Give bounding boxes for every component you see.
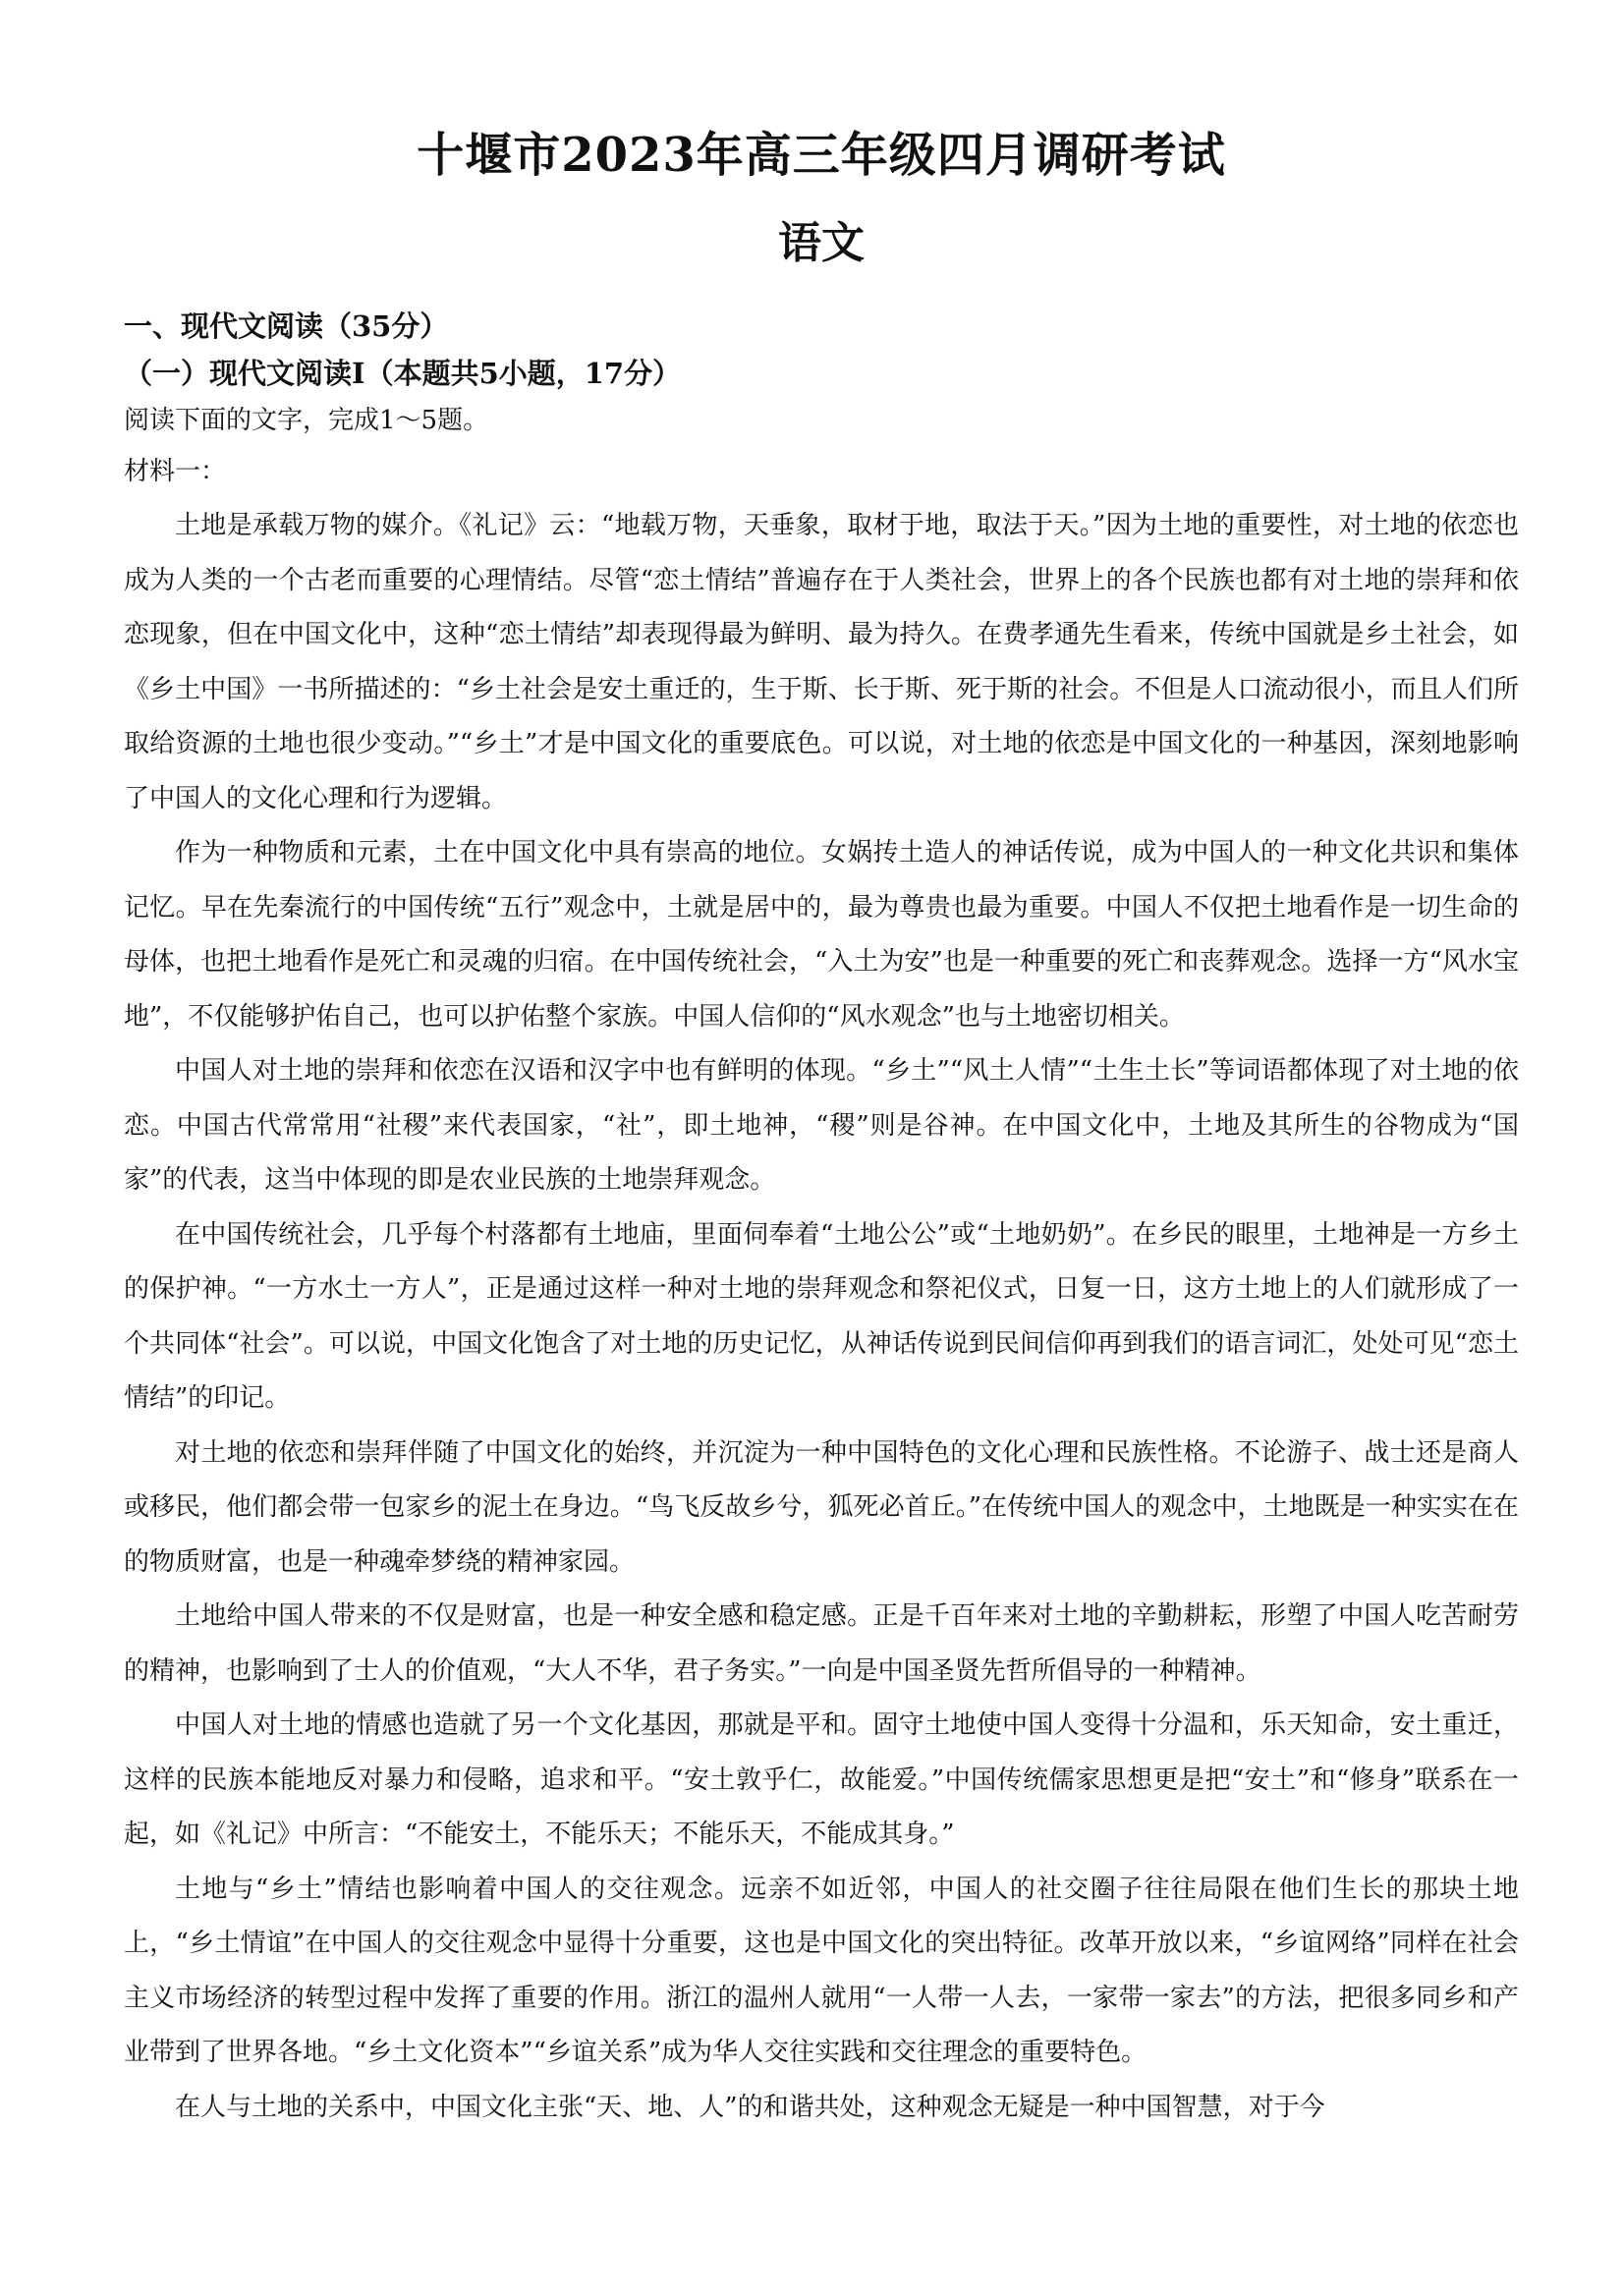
exam-page bbox=[124, 116, 1519, 2135]
paragraph: 土地是承载万物的媒介。《礼记》云：“地载万物，天垂象，取材于地，取法于天。”因为土地的重要性，对土地的依恋也成为人类的一个古老而重要的心理情结。尽管“恋土情结”普遍存在于人类社会，世界上的各个民族也都有对土地的崇拜和依恋现象，但在中国文化中，这种“恋土情结”却表现得最为鲜明、最为持久。在费孝通先生看来，传统中国就是乡土社会，如《乡土中国》一书所描述的：“乡土社会是安土重迁的，生于斯、长于斯、死于斯的社会。不但是人口流动很小，而且人们所取给资源的土地也很少变动。”“乡土”才是中国文化的重要底色。可以说，对土地的依恋是中国文化的一种基因，深刻地影响了中国人的文化心理和行为逻辑。 bbox=[124, 511, 1519, 813]
paragraph: 土地给中国人带来的不仅是财富，也是一种安全感和稳定感。正是千百年来对土地的辛勤耕耘，形塑了中国人吃苦耐劳的精神，也影响到了士人的价值观，“大人不华，君子务实。”一向是中国圣贤先哲所倡导的一种精神。 bbox=[124, 1601, 1519, 1686]
instruction-text: 阅读下面的文字，完成1～5题。 bbox=[124, 406, 489, 435]
subject-title: 语文 bbox=[778, 218, 865, 268]
paragraph: 中国人对土地的情感也造就了另一个文化基因，那就是平和。固守土地使中国人变得十分温和，乐天知命，安土重迁，这样的民族本能地反对暴力和侵略，追求和平。“安土敦乎仁，故能爱。”中国传统儒家思想更是把“安土”和“修身”联系在一起，如《礼记》中所言：“不能安土，不能乐天；不能乐天，不能成其身。” bbox=[124, 1710, 1519, 1849]
section-heading: 一、现代文阅读（35分） bbox=[124, 309, 449, 343]
paragraph: 中国人对土地的崇拜和依恋在汉语和汉字中也有鲜明的体现。“乡土”“风土人情”“土生土长”等词语都体现了对土地的依恋。中国古代常常用“社稷”来代表国家，“社”，即土地神，“稷”则是谷神。在中国文化中，土地及其所生的谷物成为“国家”的代表，这当中体现的即是农业民族的土地崇拜观念。 bbox=[124, 1056, 1519, 1195]
subsection-heading: （一）现代文阅读Ⅰ（本题共5小题，17分） bbox=[124, 357, 682, 390]
exam-title: 十堰市2023年高三年级四月调研考试 bbox=[417, 128, 1226, 183]
paragraph: 土地与“乡土”情结也影响着中国人的交往观念。远亲不如近邻，中国人的社交圈子往往局限在他们生长的那块土地上，“乡土情谊”在中国人的交往观念中显得十分重要，这也是中国文化的突出特征。改革开放以来，“乡谊网络”同样在社会主义市场经济的转型过程中发挥了重要的作用。浙江的温州人就用“一人带一人去，一家带一家去”的方法，把很多同乡和产业带到了世界各地。“乡土文化资本”“乡谊关系”成为华人交往实践和交往理念的重要特色。 bbox=[124, 1874, 1519, 2067]
paragraph: 在中国传统社会，几乎每个村落都有土地庙，里面伺奉着“土地公公”或“土地奶奶”。在乡民的眼里，土地神是一方乡土的保护神。“一方水土一方人”，正是通过这样一种对土地的崇拜观念和祭祀仪式，日复一日，这方土地上的人们就形成了一个共同体“社会”。可以说，中国文化饱含了对土地的历史记忆，从神话传说到民间信仰再到我们的语言词汇，处处可见“恋土情结”的印记。 bbox=[124, 1219, 1519, 1413]
paragraph: 作为一种物质和元素，土在中国文化中具有崇高的地位。女娲抟土造人的神话传说，成为中国人的一种文化共识和集体记忆。早在先秦流行的中国传统“五行”观念中，土就是居中的，最为尊贵也最为重要。中国人不仅把土地看作是一切生命的母体，也把土地看作是死亡和灵魂的归宿。在中国传统社会，“入土为安”也是一种重要的死亡和丧葬观念。选择一方“风水宝地”，不仅能够护佑自己，也可以护佑整个家族。中国人信仰的“风水观念”也与土地密切相关。 bbox=[124, 838, 1519, 1032]
paragraph: 对土地的依恋和崇拜伴随了中国文化的始终，并沉淀为一种中国特色的文化心理和民族性格。不论游子、战士还是商人或移民，他们都会带一包家乡的泥土在身边。“鸟飞反故乡兮，狐死必首丘。”在传统中国人的观念中，土地既是一种实实在在的物质财富，也是一种魂牵梦绕的精神家园。 bbox=[124, 1437, 1519, 1577]
material-label: 材料一： bbox=[124, 457, 227, 486]
paragraph: 在人与土地的关系中，中国文化主张“天、地、人”的和谐共处，这种观念无疑是一种中国智慧，对于今 bbox=[175, 2092, 1325, 2122]
